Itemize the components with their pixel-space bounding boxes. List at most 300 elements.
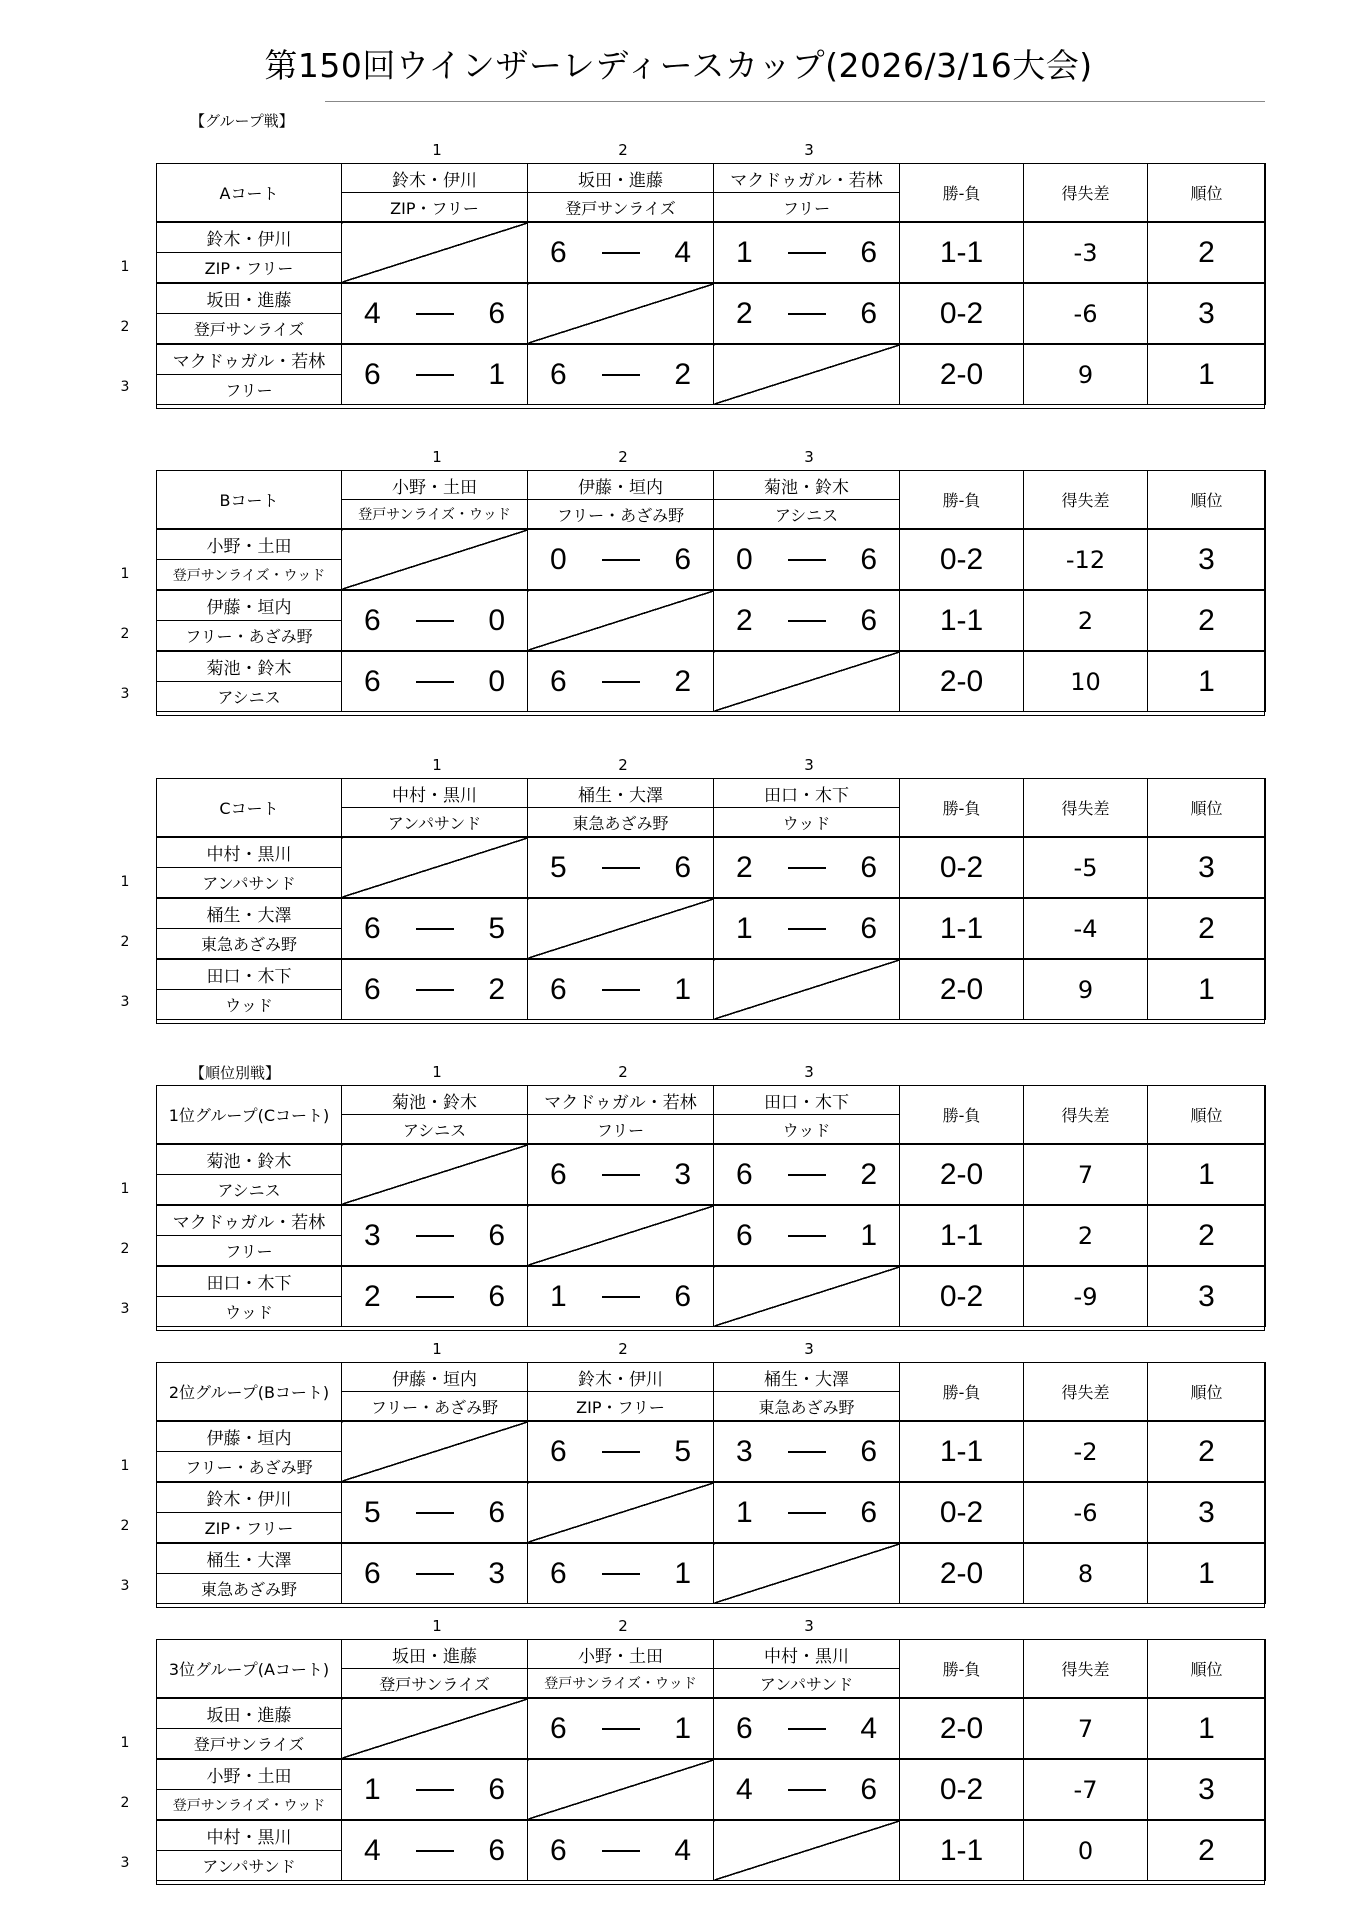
- header-rank: 順位: [1148, 164, 1266, 223]
- game-difference: -6: [1024, 1482, 1148, 1543]
- header-rank: 順位: [1148, 471, 1266, 530]
- score-dash: [788, 252, 826, 254]
- header-game-diff: 得失差: [1024, 779, 1148, 838]
- score-dash: [416, 989, 454, 991]
- score-opponent: 6: [860, 850, 877, 884]
- row-number: 1: [120, 566, 130, 582]
- score-own: 1: [736, 911, 753, 945]
- header-club: フリー・あざみ野: [342, 1392, 528, 1422]
- score-cell: [714, 1698, 900, 1759]
- score-dash: [788, 1451, 826, 1453]
- score-dash: [416, 681, 454, 683]
- row-player-names: 中村・黒川: [157, 837, 342, 868]
- score-own: 6: [550, 1434, 567, 1468]
- row-club: フリー: [157, 1236, 342, 1267]
- win-loss-record: 2-0: [900, 1144, 1024, 1205]
- score-own: 6: [550, 664, 567, 698]
- score-own: 5: [550, 850, 567, 884]
- section-label-group: 【グループ戦】: [190, 112, 294, 130]
- results-table: [156, 778, 1266, 1020]
- rank-value: 2: [1148, 1820, 1266, 1881]
- row-number: 2: [120, 1241, 130, 1257]
- score-opponent: 6: [674, 1279, 691, 1313]
- court-label: Bコート: [157, 471, 342, 530]
- score-dash: [602, 1174, 640, 1176]
- score-cell: [342, 283, 528, 344]
- game-difference: 0: [1024, 1820, 1148, 1881]
- score-own: 1: [550, 1279, 567, 1313]
- header-win-loss: 勝-負: [900, 1640, 1024, 1699]
- row-player-names: 坂田・進藤: [157, 283, 342, 314]
- row-player-names: 伊藤・垣内: [157, 590, 342, 621]
- score-cell: [528, 222, 714, 283]
- header-player-names: 桶生・大澤: [528, 779, 714, 808]
- row-player-names: 桶生・大澤: [157, 1543, 342, 1574]
- score-cell: [714, 283, 900, 344]
- self-match-cell: [528, 283, 714, 344]
- score-dash: [788, 620, 826, 622]
- score-dash: [602, 1573, 640, 1575]
- game-difference: -7: [1024, 1759, 1148, 1820]
- row-club: ZIP・フリー: [157, 253, 342, 284]
- score-own: 6: [736, 1218, 753, 1252]
- score-own: 6: [550, 235, 567, 269]
- score-opponent: 3: [674, 1157, 691, 1191]
- row-number: 2: [120, 319, 130, 335]
- column-number: 3: [804, 1063, 814, 1081]
- score-cell: [714, 1482, 900, 1543]
- score-opponent: 6: [860, 235, 877, 269]
- header-club: ウッド: [714, 1115, 900, 1145]
- header-player-names: 田口・木下: [714, 1086, 900, 1115]
- column-number: 2: [618, 1340, 628, 1358]
- game-difference: 8: [1024, 1543, 1148, 1604]
- row-number: 2: [120, 1518, 130, 1534]
- header-player-names: 田口・木下: [714, 779, 900, 808]
- rank-value: 3: [1148, 1482, 1266, 1543]
- row-number: 3: [120, 1855, 130, 1871]
- row-club: 登戸サンライズ: [157, 314, 342, 345]
- score-cell: [528, 651, 714, 712]
- score-dash: [602, 681, 640, 683]
- self-match-cell: [714, 1543, 900, 1604]
- column-number: 1: [432, 448, 442, 466]
- row-club: ウッド: [157, 990, 342, 1020]
- column-number: 2: [618, 1063, 628, 1081]
- score-cell: [528, 1543, 714, 1604]
- row-number: 3: [120, 686, 130, 702]
- score-dash: [602, 1451, 640, 1453]
- score-dash: [602, 867, 640, 869]
- column-number: 1: [432, 1617, 442, 1635]
- header-club: フリー: [528, 1115, 714, 1145]
- row-player-names: マクドゥガル・若林: [157, 1205, 342, 1236]
- score-own: 3: [364, 1218, 381, 1252]
- score-cell: [714, 222, 900, 283]
- score-cell: [714, 1144, 900, 1205]
- score-dash: [416, 1850, 454, 1852]
- score-cell: [342, 1205, 528, 1266]
- game-difference: 9: [1024, 344, 1148, 405]
- score-own: 6: [736, 1711, 753, 1745]
- rank-value: 2: [1148, 590, 1266, 651]
- header-win-loss: 勝-負: [900, 164, 1024, 223]
- header-win-loss: 勝-負: [900, 1086, 1024, 1145]
- header-game-diff: 得失差: [1024, 471, 1148, 530]
- title-underline: [325, 101, 1265, 102]
- self-match-cell: [342, 222, 528, 283]
- score-own: 6: [364, 972, 381, 1006]
- header-game-diff: 得失差: [1024, 1086, 1148, 1145]
- self-match-cell: [528, 1205, 714, 1266]
- header-club: アシニス: [342, 1115, 528, 1145]
- score-own: 4: [364, 296, 381, 330]
- win-loss-record: 0-2: [900, 1759, 1024, 1820]
- row-number: 1: [120, 259, 130, 275]
- score-opponent: 0: [488, 603, 505, 637]
- row-club: アンパサンド: [157, 868, 342, 899]
- self-match-cell: [714, 959, 900, 1020]
- score-own: 2: [736, 603, 753, 637]
- self-match-cell: [342, 837, 528, 898]
- game-difference: -3: [1024, 222, 1148, 283]
- column-number: 2: [618, 756, 628, 774]
- column-number: 2: [618, 1617, 628, 1635]
- score-opponent: 6: [860, 1434, 877, 1468]
- rank-value: 3: [1148, 283, 1266, 344]
- header-player-names: 中村・黒川: [714, 1640, 900, 1669]
- score-dash: [416, 928, 454, 930]
- score-cell: [342, 1820, 528, 1881]
- score-opponent: 4: [860, 1711, 877, 1745]
- row-player-names: 鈴木・伊川: [157, 1482, 342, 1513]
- score-own: 4: [364, 1833, 381, 1867]
- header-player-names: マクドゥガル・若林: [528, 1086, 714, 1115]
- score-cell: [342, 1482, 528, 1543]
- score-own: 6: [550, 1833, 567, 1867]
- score-cell: [528, 837, 714, 898]
- score-opponent: 2: [860, 1157, 877, 1191]
- score-cell: [714, 1205, 900, 1266]
- column-number: 3: [804, 756, 814, 774]
- score-cell: [342, 651, 528, 712]
- rank-value: 3: [1148, 1266, 1266, 1327]
- score-opponent: 2: [488, 972, 505, 1006]
- score-own: 0: [736, 542, 753, 576]
- score-cell: [528, 1144, 714, 1205]
- score-opponent: 6: [860, 603, 877, 637]
- self-match-cell: [528, 898, 714, 959]
- score-opponent: 6: [860, 911, 877, 945]
- column-number: 1: [432, 1340, 442, 1358]
- self-match-cell: [528, 1482, 714, 1543]
- win-loss-record: 2-0: [900, 1543, 1024, 1604]
- row-club: フリー: [157, 375, 342, 405]
- header-rank: 順位: [1148, 779, 1266, 838]
- self-match-cell: [528, 590, 714, 651]
- header-player-names: 鈴木・伊川: [528, 1363, 714, 1392]
- score-opponent: 1: [674, 972, 691, 1006]
- row-club: アンパサンド: [157, 1851, 342, 1881]
- score-own: 6: [364, 1556, 381, 1590]
- game-difference: 7: [1024, 1144, 1148, 1205]
- row-club: 登戸サンライズ・ウッド: [157, 560, 342, 591]
- row-club: アシニス: [157, 682, 342, 712]
- header-player-names: 伊藤・垣内: [342, 1363, 528, 1392]
- score-opponent: 6: [674, 850, 691, 884]
- score-opponent: 1: [860, 1218, 877, 1252]
- row-number: 2: [120, 934, 130, 950]
- score-dash: [602, 374, 640, 376]
- win-loss-record: 2-0: [900, 344, 1024, 405]
- row-number: 1: [120, 1181, 130, 1197]
- score-opponent: 5: [674, 1434, 691, 1468]
- game-difference: -2: [1024, 1421, 1148, 1482]
- header-club: アシニス: [714, 500, 900, 530]
- results-table: [156, 1639, 1266, 1881]
- score-dash: [788, 1174, 826, 1176]
- score-opponent: 6: [860, 1495, 877, 1529]
- score-own: 3: [736, 1434, 753, 1468]
- header-player-names: 中村・黒川: [342, 779, 528, 808]
- game-difference: -4: [1024, 898, 1148, 959]
- score-opponent: 0: [488, 664, 505, 698]
- header-player-names: 桶生・大澤: [714, 1363, 900, 1392]
- score-cell: [342, 344, 528, 405]
- score-opponent: 4: [674, 235, 691, 269]
- row-player-names: 田口・木下: [157, 1266, 342, 1297]
- rank-value: 3: [1148, 1759, 1266, 1820]
- header-club: アンパサンド: [714, 1669, 900, 1699]
- results-table: [156, 163, 1266, 405]
- score-cell: [528, 1820, 714, 1881]
- score-opponent: 1: [488, 357, 505, 391]
- results-table: [156, 470, 1266, 712]
- game-difference: -12: [1024, 529, 1148, 590]
- column-number: 3: [804, 1617, 814, 1635]
- rank-value: 2: [1148, 1205, 1266, 1266]
- row-number: 3: [120, 1578, 130, 1594]
- rank-value: 2: [1148, 222, 1266, 283]
- column-number: 3: [804, 448, 814, 466]
- row-player-names: 田口・木下: [157, 959, 342, 990]
- game-difference: -6: [1024, 283, 1148, 344]
- score-own: 6: [550, 1157, 567, 1191]
- score-own: 6: [364, 664, 381, 698]
- header-club: 登戸サンライズ: [342, 1669, 528, 1699]
- score-cell: [714, 1421, 900, 1482]
- score-opponent: 6: [860, 296, 877, 330]
- court-label: 1位グループ(Cコート): [157, 1086, 342, 1145]
- score-opponent: 5: [488, 911, 505, 945]
- score-dash: [416, 1573, 454, 1575]
- score-opponent: 6: [488, 296, 505, 330]
- row-number: 2: [120, 1795, 130, 1811]
- win-loss-record: 1-1: [900, 222, 1024, 283]
- self-match-cell: [342, 1698, 528, 1759]
- rank-value: 1: [1148, 1144, 1266, 1205]
- game-difference: -9: [1024, 1266, 1148, 1327]
- rank-value: 3: [1148, 837, 1266, 898]
- score-dash: [602, 1850, 640, 1852]
- win-loss-record: 0-2: [900, 529, 1024, 590]
- score-cell: [342, 959, 528, 1020]
- score-opponent: 4: [674, 1833, 691, 1867]
- row-player-names: 菊池・鈴木: [157, 1144, 342, 1175]
- row-player-names: 鈴木・伊川: [157, 222, 342, 253]
- score-own: 2: [736, 296, 753, 330]
- score-dash: [416, 313, 454, 315]
- header-win-loss: 勝-負: [900, 1363, 1024, 1422]
- header-rank: 順位: [1148, 1363, 1266, 1422]
- score-opponent: 1: [674, 1711, 691, 1745]
- score-own: 4: [736, 1772, 753, 1806]
- score-own: 6: [364, 911, 381, 945]
- header-rank: 順位: [1148, 1086, 1266, 1145]
- win-loss-record: 0-2: [900, 837, 1024, 898]
- rank-value: 1: [1148, 651, 1266, 712]
- court-label: 2位グループ(Bコート): [157, 1363, 342, 1422]
- header-club: 登戸サンライズ: [528, 193, 714, 223]
- score-own: 1: [736, 1495, 753, 1529]
- header-rank: 順位: [1148, 1640, 1266, 1699]
- column-number: 2: [618, 141, 628, 159]
- score-own: 5: [364, 1495, 381, 1529]
- court-label: Aコート: [157, 164, 342, 223]
- score-cell: [714, 529, 900, 590]
- score-opponent: 6: [488, 1279, 505, 1313]
- score-cell: [342, 1266, 528, 1327]
- score-opponent: 6: [860, 542, 877, 576]
- column-number: 1: [432, 141, 442, 159]
- self-match-cell: [342, 529, 528, 590]
- score-own: 6: [550, 357, 567, 391]
- rank-value: 1: [1148, 344, 1266, 405]
- row-player-names: 坂田・進藤: [157, 1698, 342, 1729]
- win-loss-record: 2-0: [900, 651, 1024, 712]
- score-dash: [788, 867, 826, 869]
- score-cell: [714, 898, 900, 959]
- win-loss-record: 0-2: [900, 1482, 1024, 1543]
- score-dash: [788, 928, 826, 930]
- rank-value: 3: [1148, 529, 1266, 590]
- header-game-diff: 得失差: [1024, 164, 1148, 223]
- self-match-cell: [714, 1820, 900, 1881]
- score-dash: [416, 1512, 454, 1514]
- row-player-names: 中村・黒川: [157, 1820, 342, 1851]
- game-difference: 2: [1024, 1205, 1148, 1266]
- row-number: 1: [120, 874, 130, 890]
- win-loss-record: 0-2: [900, 1266, 1024, 1327]
- win-loss-record: 0-2: [900, 283, 1024, 344]
- row-club: ZIP・フリー: [157, 1513, 342, 1544]
- header-club: ZIP・フリー: [342, 193, 528, 223]
- rank-value: 1: [1148, 1543, 1266, 1604]
- score-opponent: 6: [488, 1772, 505, 1806]
- row-club: フリー・あざみ野: [157, 1452, 342, 1483]
- score-opponent: 2: [674, 357, 691, 391]
- column-number: 1: [432, 1063, 442, 1081]
- header-player-names: 鈴木・伊川: [342, 164, 528, 193]
- page-title: 第150回ウインザーレディースカップ(2026/3/16大会): [264, 46, 1093, 85]
- game-difference: -5: [1024, 837, 1148, 898]
- rank-value: 1: [1148, 1698, 1266, 1759]
- column-number: 2: [618, 448, 628, 466]
- score-cell: [342, 1759, 528, 1820]
- row-player-names: マクドゥガル・若林: [157, 344, 342, 375]
- header-game-diff: 得失差: [1024, 1640, 1148, 1699]
- row-club: ウッド: [157, 1297, 342, 1327]
- rank-value: 2: [1148, 1421, 1266, 1482]
- game-difference: 2: [1024, 590, 1148, 651]
- score-opponent: 6: [860, 1772, 877, 1806]
- results-table: [156, 1362, 1266, 1604]
- row-player-names: 小野・土田: [157, 529, 342, 560]
- header-club: ZIP・フリー: [528, 1392, 714, 1422]
- score-opponent: 6: [488, 1833, 505, 1867]
- header-player-names: 菊池・鈴木: [342, 1086, 528, 1115]
- score-dash: [602, 559, 640, 561]
- court-label: Cコート: [157, 779, 342, 838]
- score-cell: [528, 1698, 714, 1759]
- score-cell: [528, 529, 714, 590]
- results-table: [156, 1085, 1266, 1327]
- score-dash: [788, 1512, 826, 1514]
- score-opponent: 6: [674, 542, 691, 576]
- score-dash: [602, 989, 640, 991]
- score-dash: [788, 1789, 826, 1791]
- header-club: 東急あざみ野: [714, 1392, 900, 1422]
- win-loss-record: 1-1: [900, 898, 1024, 959]
- header-club: 東急あざみ野: [528, 808, 714, 838]
- score-cell: [714, 1759, 900, 1820]
- score-own: 2: [736, 850, 753, 884]
- score-dash: [416, 620, 454, 622]
- self-match-cell: [714, 1266, 900, 1327]
- score-cell: [342, 1543, 528, 1604]
- score-opponent: 6: [488, 1218, 505, 1252]
- score-opponent: 3: [488, 1556, 505, 1590]
- win-loss-record: 1-1: [900, 1820, 1024, 1881]
- score-own: 6: [550, 972, 567, 1006]
- score-dash: [416, 1235, 454, 1237]
- score-dash: [788, 1235, 826, 1237]
- win-loss-record: 2-0: [900, 959, 1024, 1020]
- self-match-cell: [528, 1759, 714, 1820]
- score-own: 0: [550, 542, 567, 576]
- header-club: フリー・あざみ野: [528, 500, 714, 530]
- section-label-placement: 【順位別戦】: [190, 1064, 281, 1082]
- score-own: 6: [550, 1711, 567, 1745]
- score-cell: [528, 959, 714, 1020]
- score-dash: [602, 252, 640, 254]
- score-dash: [416, 1789, 454, 1791]
- score-opponent: 1: [674, 1556, 691, 1590]
- score-cell: [528, 1421, 714, 1482]
- score-cell: [528, 344, 714, 405]
- rank-value: 1: [1148, 959, 1266, 1020]
- header-club: フリー: [714, 193, 900, 223]
- court-label: 3位グループ(Aコート): [157, 1640, 342, 1699]
- score-opponent: 6: [488, 1495, 505, 1529]
- score-own: 2: [364, 1279, 381, 1313]
- row-number: 3: [120, 1301, 130, 1317]
- row-club: フリー・あざみ野: [157, 621, 342, 652]
- self-match-cell: [714, 344, 900, 405]
- win-loss-record: 1-1: [900, 1205, 1024, 1266]
- self-match-cell: [342, 1144, 528, 1205]
- row-number: 3: [120, 994, 130, 1010]
